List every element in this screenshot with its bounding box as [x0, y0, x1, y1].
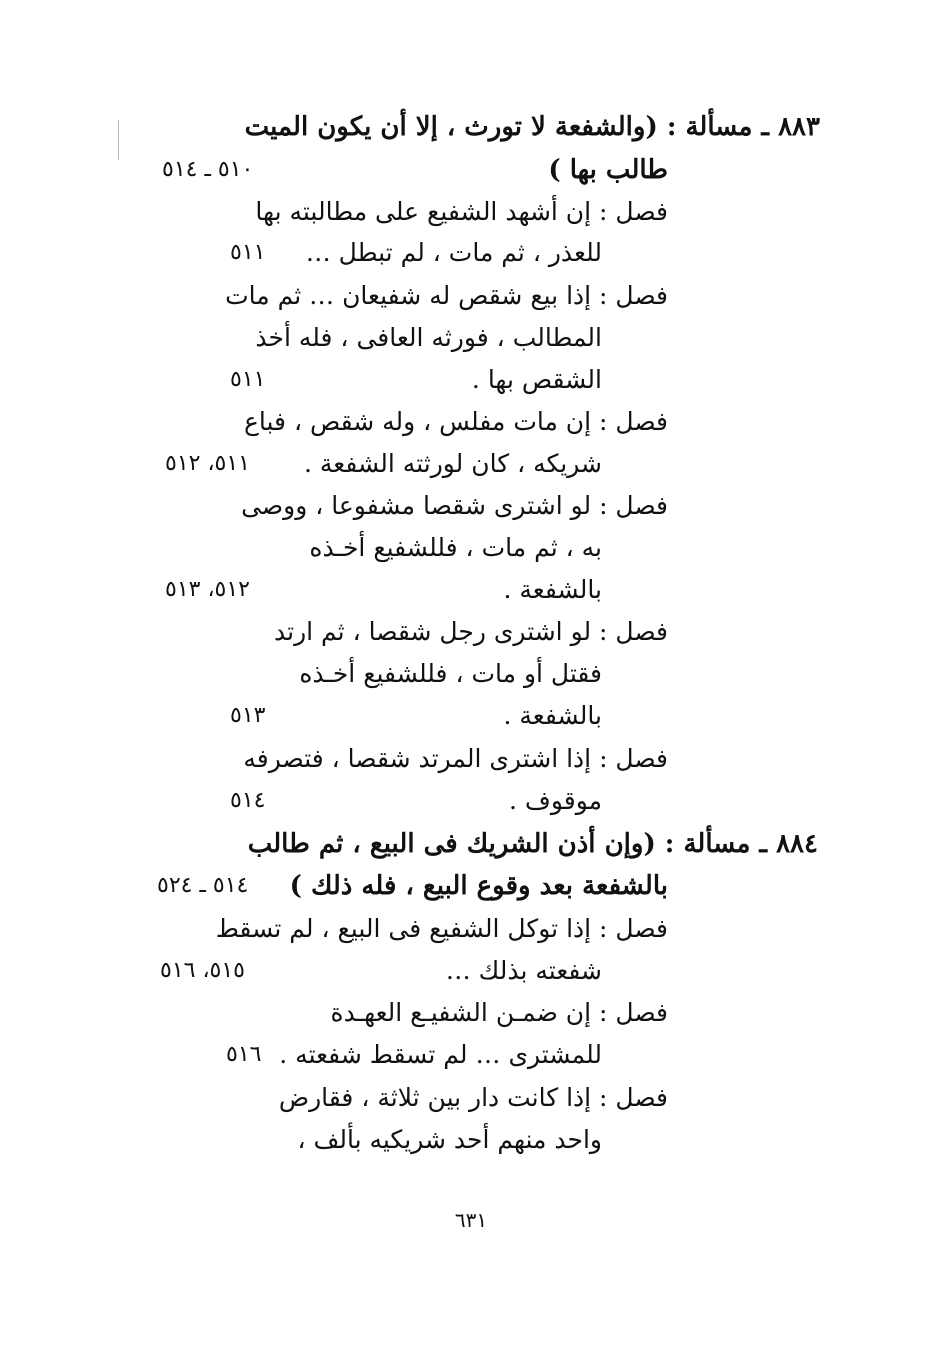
fasl-line: موقوف .: [509, 786, 602, 815]
fasl-line: للعذر ، ثم مات ، لم تبطل …: [305, 238, 602, 267]
page-ref: ٥١١: [230, 240, 266, 265]
fasl-line: شفعته بذلك …: [445, 956, 602, 985]
fasl-line: فصل : إن ضمـن الشفيـع العهـدة: [330, 998, 668, 1027]
page-ref: ٥١٤: [230, 788, 266, 813]
fasl-line: الشقص بها .: [471, 365, 602, 394]
fasl-line: فقتل أو مات ، فللشفيع أخـذه: [299, 659, 602, 688]
fasl-line: بالشفعة .: [503, 575, 602, 604]
page-ref: ٥١٠ ـ ٥١٤: [162, 157, 254, 182]
fasl-line: للمشترى … لم تسقط شفعته .: [279, 1040, 602, 1069]
fasl-line: شريكه ، كان لورثته الشفعة .: [303, 449, 602, 478]
page-ref: ٥١٢، ٥١٣: [165, 577, 250, 602]
fasl-line: المطالب ، فورثه العافى ، فله أخذ: [255, 323, 602, 352]
fasl-line: فصل : لو اشترى رجل شقصا ، ثم ارتد: [273, 617, 668, 646]
fasl-line: واحد منهم أحد شريكيه بألف ،: [297, 1125, 602, 1154]
scan-mark: [118, 120, 119, 160]
entry-883-heading-cont: طالب بها ): [548, 155, 668, 185]
page-number: ٦٣١: [454, 1208, 488, 1232]
entry-883-heading: ٨٨٣ ـ مسألة : (والشفعة لا تورث ، إلا أن يكون الميت: [244, 112, 820, 142]
fasl-line: فصل : إذا كانت دار بين ثلاثة ، فقارض: [278, 1083, 668, 1112]
entry-884-heading: ٨٨٤ ـ مسألة : (وإن أذن الشريك فى البيع ، ثم طالب: [247, 829, 818, 859]
fasl-line: فصل : إن أشهد الشفيع على مطالبته بها: [255, 197, 668, 226]
fasl-line: فصل : إذا بيع شقص له شفيعان … ثم مات: [225, 281, 668, 310]
page-ref: ٥١٥، ٥١٦: [160, 958, 245, 983]
fasl-line: بالشفعة .: [503, 701, 602, 730]
fasl-line: فصل : إذا توكل الشفيع فى البيع ، لم تسقط: [215, 914, 668, 943]
entry-884-heading-cont: بالشفعة بعد وقوع البيع ، فله ذلك ): [289, 871, 668, 901]
page-ref: ٥١٦: [226, 1042, 262, 1067]
page-ref: ٥١٣: [230, 703, 266, 728]
page-ref: ٥١٤ ـ ٥٢٤: [157, 873, 249, 898]
fasl-line: به ، ثم مات ، فللشفيع أخـذه: [309, 533, 602, 562]
page-ref: ٥١١، ٥١٢: [165, 451, 250, 476]
fasl-line: فصل : إذا اشترى المرتد شقصا ، فتصرفه: [243, 744, 668, 773]
fasl-line: فصل : إن مات مفلس ، وله شقص ، فباع: [243, 407, 668, 436]
page-ref: ٥١١: [230, 367, 266, 392]
fasl-line: فصل : لو اشترى شقصا مشفوعا ، ووصى: [241, 491, 668, 520]
